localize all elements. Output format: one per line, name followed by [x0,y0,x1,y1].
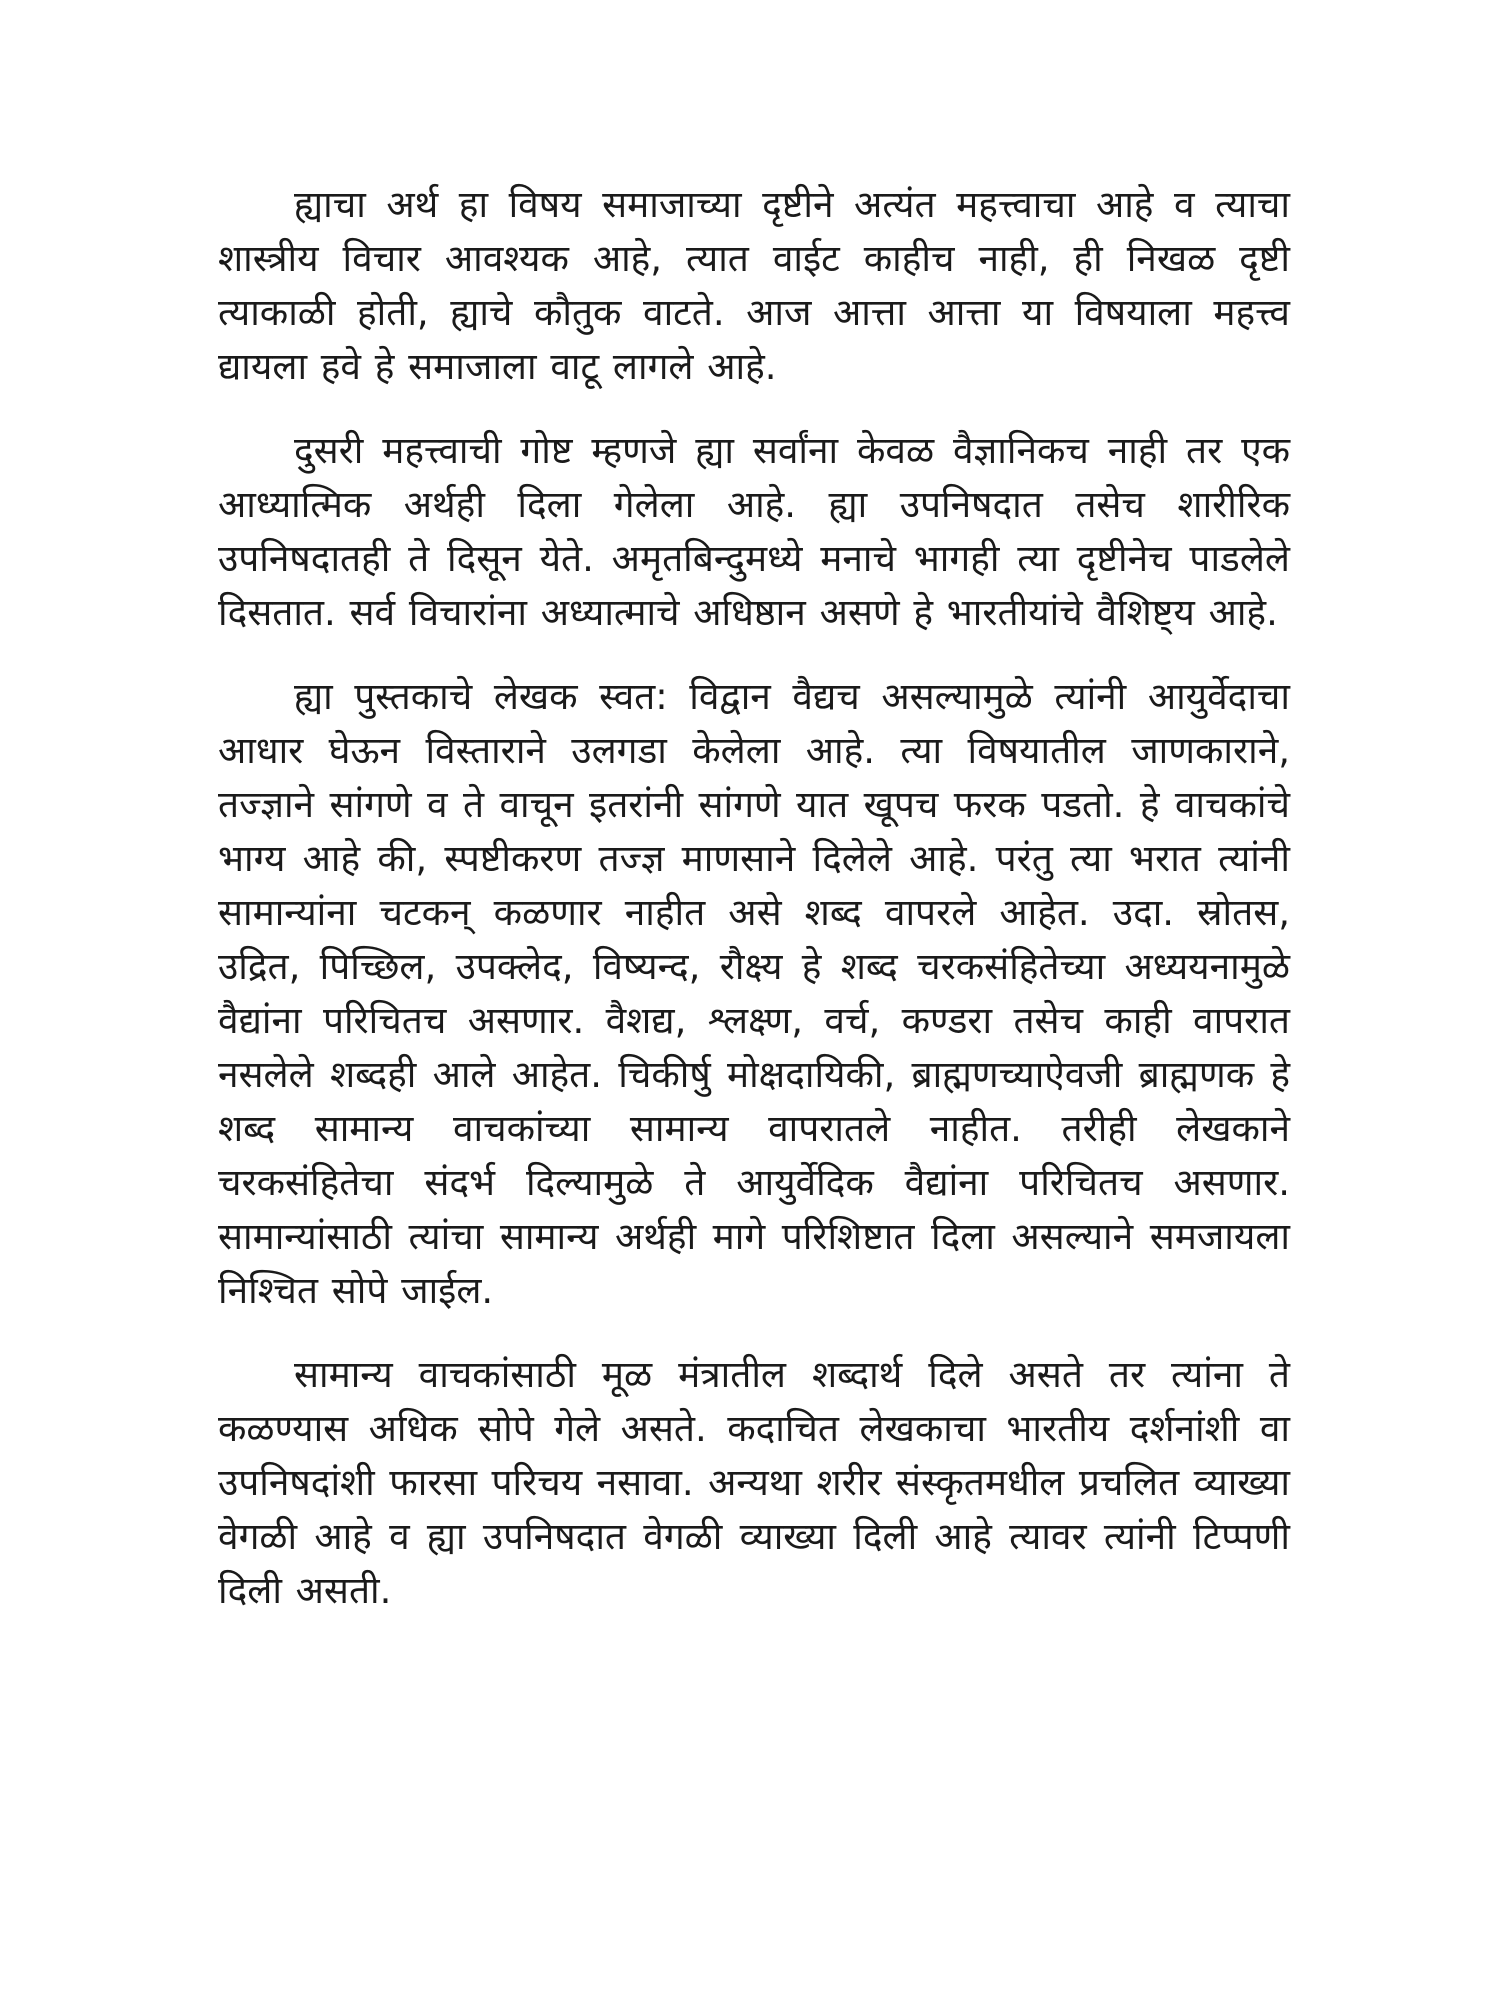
paragraph-2: दुसरी महत्त्वाची गोष्ट म्हणजे ह्या सर्वांना केवळ वैज्ञानिकच नाही तर एक आध्यात्मिक अर्थही दिला गेलेला आहे. ह्या उपनिषदात तसेच शारीरिक उपनिषदातही ते दिसून येते. अमृतबिन्दुमध्ये मनाचे भागही त्या दृष्टीनेच पाडलेले दिसतात. सर्व विचारांना अध्यात्माचे अधिष्ठान असणे हे भारतीयांचे वैशिष्ट्य आहे. [218,429,1290,634]
document-page [218,178,1290,1618]
paragraph-1: ह्याचा अर्थ हा विषय समाजाच्या दृष्टीने अत्यंत महत्त्वाचा आहे व त्याचा शास्त्रीय विचार आवश्यक आहे, त्यात वाईट काहीच नाही, ही निखळ दृष्टी त्याकाळी होती, ह्याचे कौतुक वाटते. आज आत्ता आत्ता या विषयाला महत्त्व द्यायला हवे हे समाजाला वाटू लागले आहे. [218,183,1290,388]
paragraph-3: ह्या पुस्तकाचे लेखक स्वत: विद्वान वैद्यच असल्यामुळे त्यांनी आयुर्वेदाचा आधार घेऊन विस्ताराने उलगडा केलेला आहे. त्या विषयातील जाणकाराने, तज्ज्ञाने सांगणे व ते वाचून इतरांनी सांगणे यात खूपच फरक पडतो. हे वाचकांचे भाग्य आहे की, स्पष्टीकरण तज्ज्ञ माणसाने दिलेले आहे. परंतु त्या भरात त्यांनी सामान्यांना चटकन् कळणार नाहीत असे शब्द वापरले आहेत. उदा. स्रोतस, उद्रित, पिच्छिल, उपक्लेद, विष्यन्द, रौक्ष्य हे शब्द चरकसंहितेच्या अध्ययनामुळे वैद्यांना परिचितच असणार. वैशद्य, श्लक्ष्ण, वर्च, कण्डरा तसेच काही वापरात नसलेले शब्दही आले आहेत. चिकीर्षु मोक्षदायिकी, ब्राह्मणच्याऐवजी ब्राह्मणक हे शब्द सामान्य वाचकांच्या सामान्य वापरातले नाहीत. तरीही लेखकाने चरकसंहितेचा संदर्भ दिल्यामुळे ते आयुर्वेदिक वैद्यांना परिचितच असणार. सामान्यांसाठी त्यांचा सामान्य अर्थही मागे परिशिष्टात दिला असल्याने समजायला निश्चित सोपे जाईल. [218,675,1290,1312]
paragraph-4: सामान्य वाचकांसाठी मूळ मंत्रातील शब्दार्थ दिले असते तर त्यांना ते कळण्यास अधिक सोपे गेले असते. कदाचित लेखकाचा भारतीय दर्शनांशी वा उपनिषदांशी फारसा परिचय नसावा. अन्यथा शरीर संस्कृतमधील प्रचलित व्याख्या वेगळी आहे व ह्या उपनिषदात वेगळी व्याख्या दिली आहे त्यावर त्यांनी टिप्पणी दिली असती. [218,1353,1290,1612]
